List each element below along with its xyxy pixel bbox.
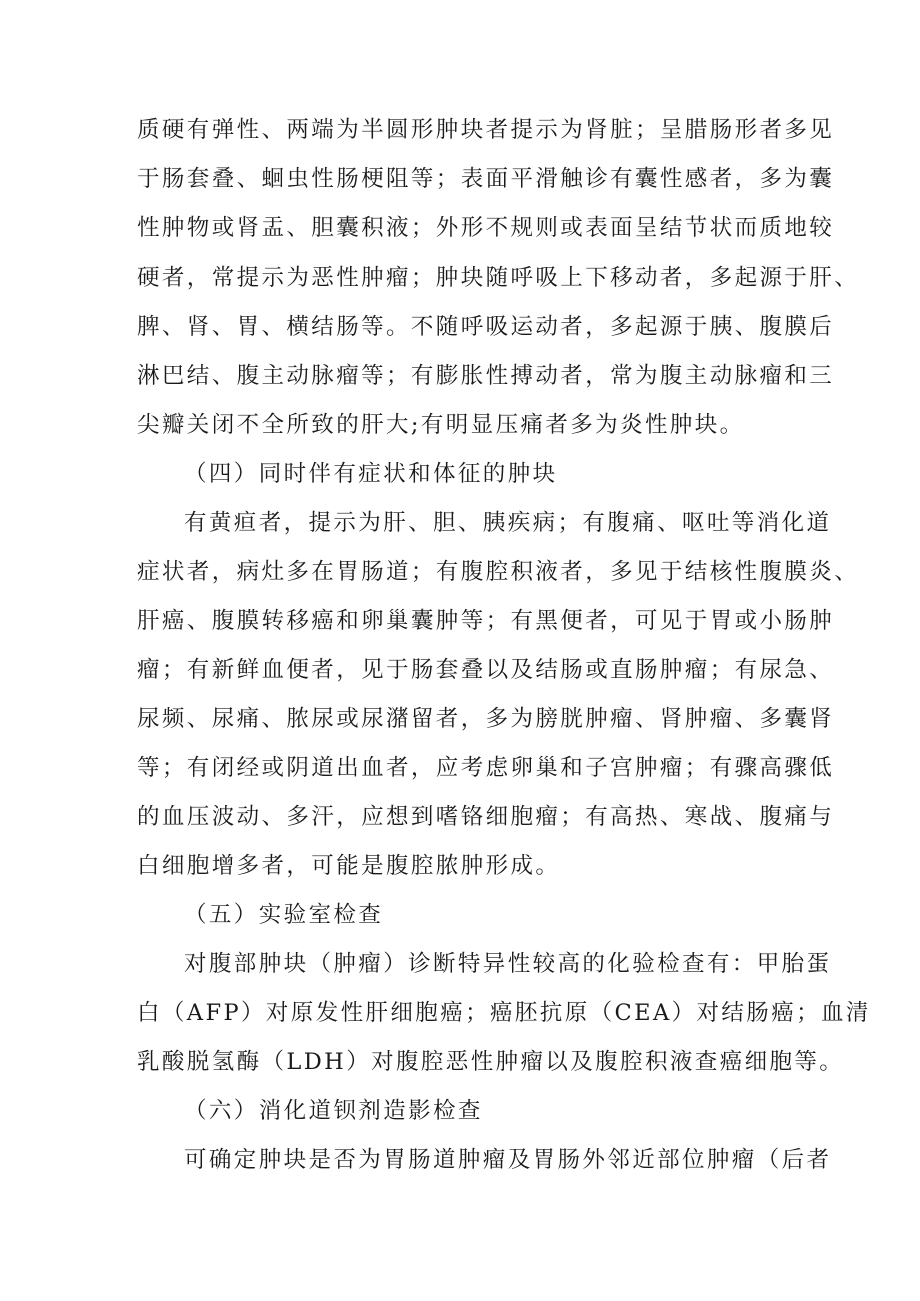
text-line: 瘤；有新鲜血便者，见于肠套叠以及结肠或直肠肿瘤；有尿急、 bbox=[137, 657, 835, 683]
text-line: 性肿物或肾盂、胆囊积液；外形不规则或表面呈结节状而质地较 bbox=[137, 215, 835, 241]
section-heading-5: （五）实验室检查 bbox=[184, 902, 384, 928]
section-heading-4: （四）同时伴有症状和体征的肿块 bbox=[184, 461, 558, 487]
text-line: 质硬有弹性、两端为半圆形肿块者提示为肾脏；呈腊肠形者多见 bbox=[137, 117, 835, 143]
text-line: 于肠套叠、蛔虫性肠梗阻等；表面平滑触诊有囊性感者，多为囊 bbox=[137, 166, 835, 192]
text-line: 症状者，病灶多在胃肠道；有腹腔积液者，多见于结核性腹膜炎、 bbox=[137, 559, 860, 585]
text-line: 白（AFP）对原发性肝细胞癌；癌胚抗原（CEA）对结肠癌；血清 bbox=[137, 1000, 871, 1026]
text-line: 硬者，常提示为恶性肿瘤；肿块随呼吸上下移动者，多起源于肝、 bbox=[137, 265, 860, 291]
text-line: 尿频、尿痛、脓尿或尿潴留者，多为膀胱肿瘤、肾肿瘤、多囊肾 bbox=[137, 706, 835, 732]
text-line: 乳酸脱氢酶（LDH）对腹腔恶性肿瘤以及腹腔积液查癌细胞等。 bbox=[137, 1049, 845, 1075]
paragraph-start: 对腹部肿块（肿瘤）诊断特异性较高的化验检查有：甲胎蛋 bbox=[184, 951, 832, 977]
paragraph-start: 可确定肿块是否为胃肠道肿瘤及胃肠外邻近部位肿瘤（后者 bbox=[184, 1147, 832, 1173]
section-heading-6: （六）消化道钡剂造影检查 bbox=[184, 1098, 483, 1124]
text-line: 肝癌、腹膜转移癌和卵巢囊肿等；有黑便者，可见于胃或小肠肿 bbox=[137, 608, 835, 634]
text-line: 脾、肾、胃、横结肠等。不随呼吸运动者，多起源于胰、腹膜后 bbox=[137, 314, 835, 340]
text-line: 等；有闭经或阴道出血者，应考虑卵巢和子宫肿瘤；有骤高骤低 bbox=[137, 755, 835, 781]
text-line: 白细胞增多者，可能是腹腔脓肿形成。 bbox=[137, 853, 561, 879]
text-line: 的血压波动、多汗，应想到嗜铬细胞瘤；有高热、寒战、腹痛与 bbox=[137, 804, 835, 830]
text-line: 尖瓣关闭不全所致的肝大;有明显压痛者多为炎性肿块。 bbox=[137, 412, 745, 438]
paragraph-start: 有黄疸者，提示为肝、胆、胰疾病；有腹痛、呕吐等消化道 bbox=[184, 510, 832, 536]
text-line: 淋巴结、腹主动脉瘤等；有膨胀性搏动者，常为腹主动脉瘤和三 bbox=[137, 363, 835, 389]
